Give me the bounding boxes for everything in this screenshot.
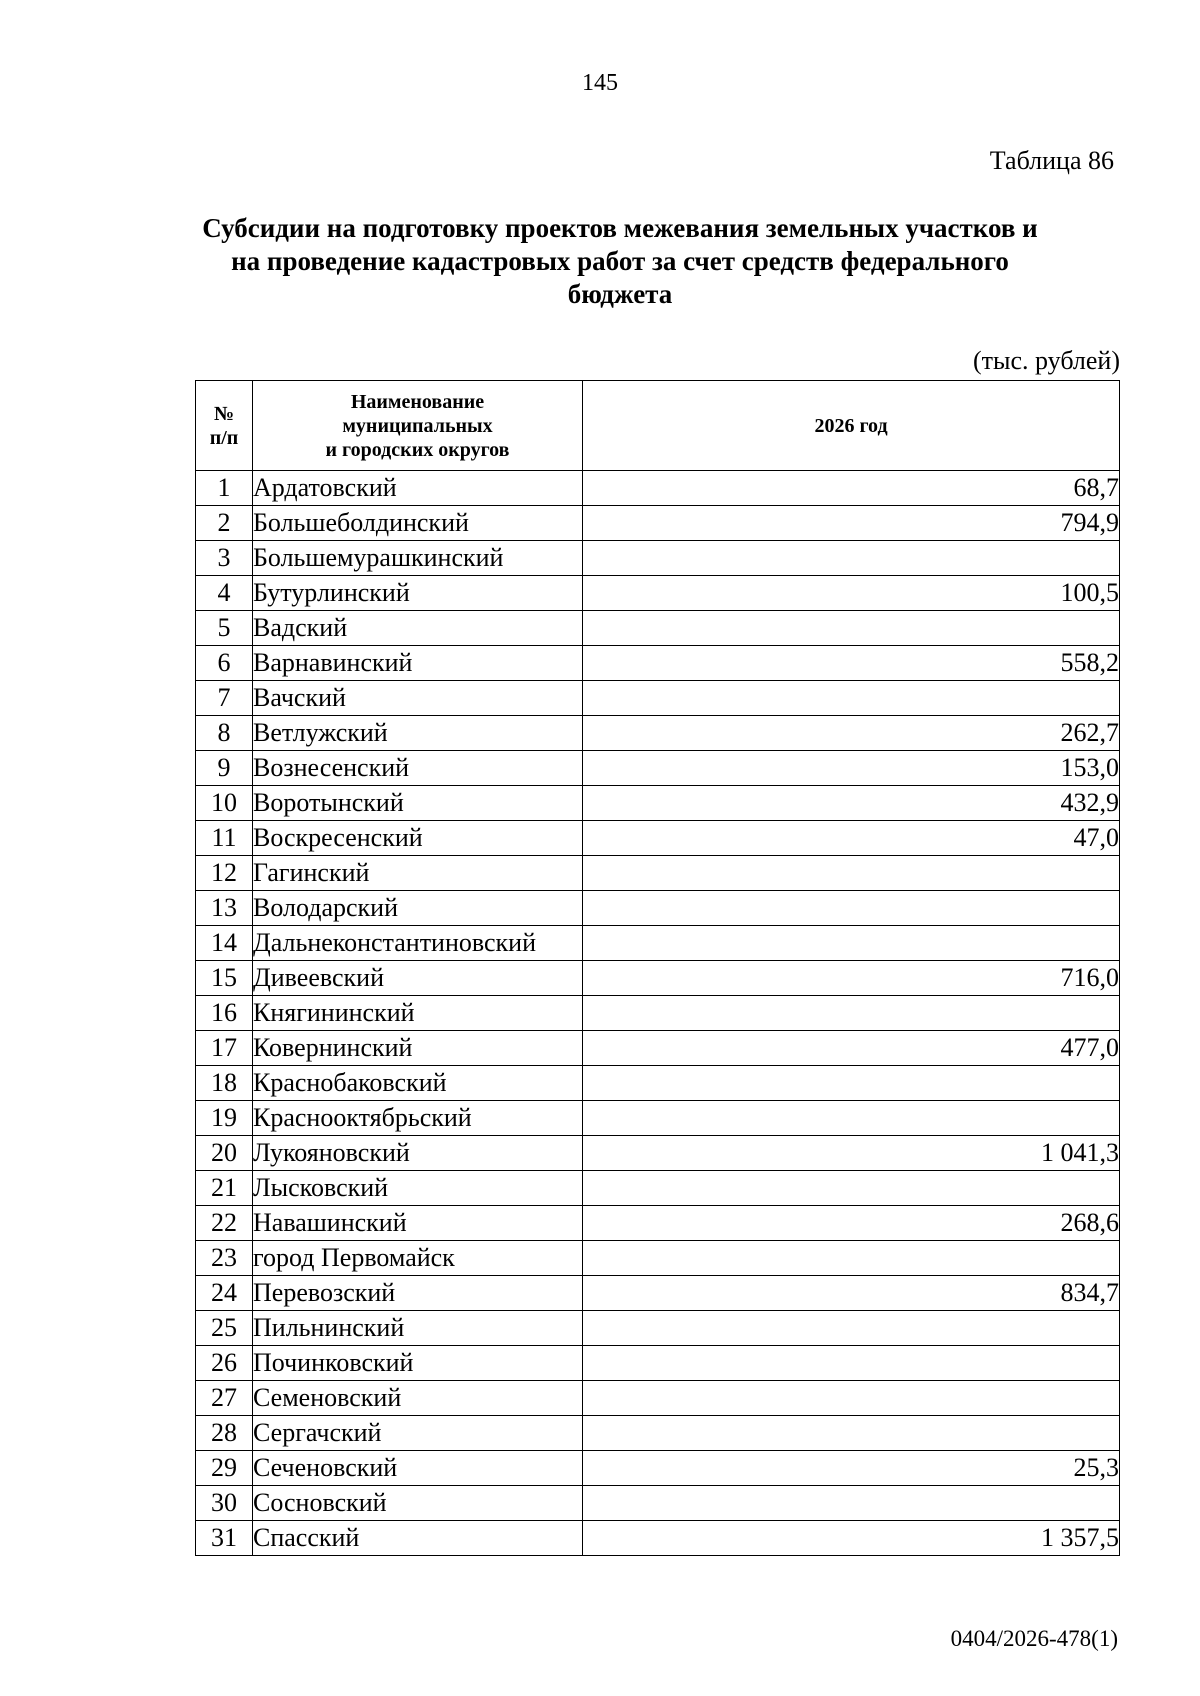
title-line: на проведение кадастровых работ за счет средств федерального <box>231 246 1009 276</box>
table-row <box>196 1101 1120 1136</box>
table-row <box>196 1241 1120 1276</box>
row-number: 28 <box>196 1416 253 1451</box>
row-name: Сосновский <box>253 1486 583 1521</box>
row-value: 834,7 <box>583 1276 1120 1311</box>
row-value: 1 041,3 <box>583 1136 1120 1171</box>
table-row <box>196 1206 1120 1241</box>
row-number: 3 <box>196 541 253 576</box>
row-number: 10 <box>196 786 253 821</box>
row-value: 477,0 <box>583 1031 1120 1066</box>
row-number: 14 <box>196 926 253 961</box>
row-value <box>583 856 1120 891</box>
row-number: 12 <box>196 856 253 891</box>
row-number: 24 <box>196 1276 253 1311</box>
row-name: Воротынский <box>253 786 583 821</box>
row-name: Сеченовский <box>253 1451 583 1486</box>
header-year: 2026 год <box>583 381 1120 471</box>
units-label: (тыс. рублей) <box>972 346 1120 375</box>
table-row <box>196 1276 1120 1311</box>
row-name: Ковернинский <box>253 1031 583 1066</box>
row-value: 47,0 <box>583 821 1120 856</box>
row-value <box>583 1381 1120 1416</box>
row-name: Ардатовский <box>253 471 583 506</box>
row-name: Большемурашкинский <box>253 541 583 576</box>
table-row <box>196 1171 1120 1206</box>
row-value <box>583 681 1120 716</box>
row-value <box>583 1311 1120 1346</box>
row-value: 153,0 <box>583 751 1120 786</box>
row-value: 1 357,5 <box>583 1521 1120 1556</box>
header-number <box>196 381 253 471</box>
row-value <box>583 611 1120 646</box>
row-name: Вадский <box>253 611 583 646</box>
row-value <box>583 996 1120 1031</box>
row-name: Навашинский <box>253 1206 583 1241</box>
row-number: 6 <box>196 646 253 681</box>
row-number: 31 <box>196 1521 253 1556</box>
table-row <box>196 1066 1120 1101</box>
row-name: Дивеевский <box>253 961 583 996</box>
header-name-line: и городских округов <box>325 438 510 461</box>
table-row <box>196 576 1120 611</box>
table-header-row <box>196 381 1120 471</box>
row-name: Вачский <box>253 681 583 716</box>
row-number: 13 <box>196 891 253 926</box>
row-number: 9 <box>196 751 253 786</box>
row-number: 23 <box>196 1241 253 1276</box>
header-name <box>253 381 583 471</box>
table-row <box>196 1416 1120 1451</box>
row-name: Дальнеконстантиновский <box>253 926 583 961</box>
row-value <box>583 1346 1120 1381</box>
table-row <box>196 471 1120 506</box>
row-number: 19 <box>196 1101 253 1136</box>
table-row <box>196 1346 1120 1381</box>
row-name: Володарский <box>253 891 583 926</box>
row-value <box>583 541 1120 576</box>
row-number: 29 <box>196 1451 253 1486</box>
row-value: 100,5 <box>583 576 1120 611</box>
table-row <box>196 681 1120 716</box>
row-number: 25 <box>196 1311 253 1346</box>
row-number: 22 <box>196 1206 253 1241</box>
table-row <box>196 646 1120 681</box>
row-name: Большеболдинский <box>253 506 583 541</box>
title-line: Субсидии на подготовку проектов межевания земельных участков и <box>202 213 1038 243</box>
table-row <box>196 1311 1120 1346</box>
row-value <box>583 1241 1120 1276</box>
row-value: 432,9 <box>583 786 1120 821</box>
table-row <box>196 716 1120 751</box>
row-value <box>583 1066 1120 1101</box>
row-name: Лысковский <box>253 1171 583 1206</box>
row-name: Перевозский <box>253 1276 583 1311</box>
row-value: 262,7 <box>583 716 1120 751</box>
table-row <box>196 751 1120 786</box>
table-row <box>196 856 1120 891</box>
subsidies-table <box>195 380 1120 1556</box>
page-number: 145 <box>582 70 618 96</box>
document-title <box>180 212 1060 311</box>
row-name: Краснооктябрьский <box>253 1101 583 1136</box>
row-name: Семеновский <box>253 1381 583 1416</box>
header-number-line: п/п <box>209 426 239 449</box>
row-number: 18 <box>196 1066 253 1101</box>
row-value: 68,7 <box>583 471 1120 506</box>
table-row <box>196 891 1120 926</box>
row-value <box>583 1416 1120 1451</box>
row-value: 716,0 <box>583 961 1120 996</box>
row-name: Сергачский <box>253 1416 583 1451</box>
row-name: Спасский <box>253 1521 583 1556</box>
row-number: 11 <box>196 821 253 856</box>
row-value: 25,3 <box>583 1451 1120 1486</box>
row-value <box>583 1101 1120 1136</box>
row-name: город Первомайск <box>253 1241 583 1276</box>
row-name: Пильнинский <box>253 1311 583 1346</box>
table-row <box>196 1136 1120 1171</box>
table-row <box>196 1031 1120 1066</box>
row-name: Ветлужский <box>253 716 583 751</box>
row-value <box>583 1486 1120 1521</box>
document-code: 0404/2026-478(1) <box>950 1626 1118 1651</box>
table-row <box>196 961 1120 996</box>
table-row <box>196 821 1120 856</box>
row-value: 268,6 <box>583 1206 1120 1241</box>
row-number: 27 <box>196 1381 253 1416</box>
row-value <box>583 926 1120 961</box>
table-label: Таблица 86 <box>989 146 1114 175</box>
row-number: 21 <box>196 1171 253 1206</box>
table-row <box>196 996 1120 1031</box>
table-row <box>196 611 1120 646</box>
table-row <box>196 1521 1120 1556</box>
table-row <box>196 786 1120 821</box>
row-number: 15 <box>196 961 253 996</box>
row-number: 26 <box>196 1346 253 1381</box>
row-name: Вознесенский <box>253 751 583 786</box>
row-name: Починковский <box>253 1346 583 1381</box>
row-number: 5 <box>196 611 253 646</box>
row-name: Гагинский <box>253 856 583 891</box>
row-number: 4 <box>196 576 253 611</box>
row-name: Варнавинский <box>253 646 583 681</box>
table-row <box>196 1381 1120 1416</box>
row-number: 1 <box>196 471 253 506</box>
row-name: Лукояновский <box>253 1136 583 1171</box>
row-name: Воскресенский <box>253 821 583 856</box>
table-row <box>196 506 1120 541</box>
header-name-line: муниципальных <box>342 414 493 437</box>
table-row <box>196 1486 1120 1521</box>
row-value: 794,9 <box>583 506 1120 541</box>
row-number: 16 <box>196 996 253 1031</box>
row-value: 558,2 <box>583 646 1120 681</box>
row-value <box>583 891 1120 926</box>
row-number: 17 <box>196 1031 253 1066</box>
header-number-line: № <box>213 402 235 425</box>
row-name: Краснобаковский <box>253 1066 583 1101</box>
table-row <box>196 1451 1120 1486</box>
table-body <box>196 471 1120 1556</box>
row-number: 2 <box>196 506 253 541</box>
row-name: Бутурлинский <box>253 576 583 611</box>
row-number: 30 <box>196 1486 253 1521</box>
table-row <box>196 541 1120 576</box>
title-line: бюджета <box>567 279 673 309</box>
row-number: 20 <box>196 1136 253 1171</box>
header-name-line: Наименование <box>350 390 485 413</box>
table-row <box>196 926 1120 961</box>
row-number: 8 <box>196 716 253 751</box>
row-name: Княгининский <box>253 996 583 1031</box>
row-number: 7 <box>196 681 253 716</box>
row-value <box>583 1171 1120 1206</box>
